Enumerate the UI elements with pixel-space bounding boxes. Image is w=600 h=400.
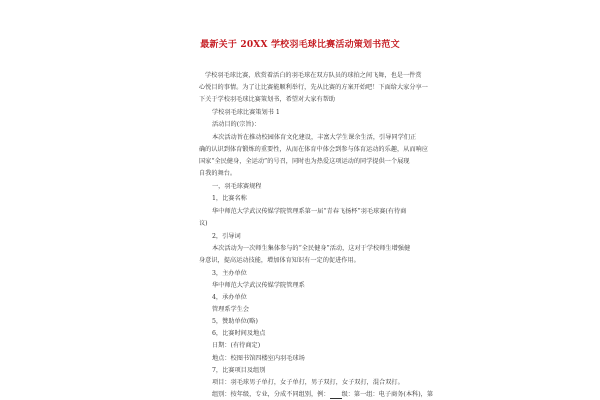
- section-heading: 学校羽毛球比赛策划书 1: [212, 109, 280, 116]
- guide-line-1: 本次活动为一次师生集体参与的“全民健身”活动，这对于学校师生增强健: [212, 245, 411, 252]
- document-title: 最新关于 20XX 学校羽毛球比赛活动策划书范文: [200, 40, 400, 50]
- host-value: 管理系学生会: [212, 306, 250, 313]
- groups-line-start: 组别：按年级，专业，分成不同组别，例：: [212, 391, 330, 398]
- competition-name-line-2: 议): [199, 220, 208, 227]
- events-heading: 7，比赛项目及组别: [212, 367, 266, 374]
- purpose-line-2: 确的认识到体育锻炼的重要性，从而在体育中体会到参与体育运动的乐趣，从而响应: [199, 146, 428, 153]
- rules-heading: 一，羽毛球赛规程: [212, 183, 262, 190]
- groups-line-end: 级：第一组：电子商务(本科)，第: [341, 391, 434, 398]
- sponsor-heading: 5，赞助单位(略): [212, 318, 258, 325]
- intro-line-3: 下关于学校羽毛球比赛策划书，希望对大家有帮助: [199, 96, 336, 103]
- guide-heading: 2，引导词: [212, 233, 241, 240]
- purpose-line-3: 国家“全民健身，全运动”的号召，同时也为热爱这项运动的同学提供一个展现: [199, 158, 410, 165]
- purpose-line-1: 本次活动旨在推动校园体育文化建设，丰富大学生课余生活，引导同学们正: [212, 134, 417, 141]
- location-line: 地点：校图书馆四楼室内羽毛球场: [212, 355, 305, 362]
- host-heading: 4，承办单位: [212, 294, 247, 301]
- purpose-line-4: 自我的舞台。: [199, 170, 237, 177]
- date-line: 日期：(有待商定): [212, 342, 261, 349]
- events-line: 项目：羽毛球男子单打，女子单打，男子双打，女子双打，混合双打。: [212, 379, 404, 386]
- intro-line-2: 心悦目的事情。为了让比赛能顺利举行，先从比赛的方案开始吧！下面给大家分享一: [199, 84, 428, 91]
- time-place-heading: 6，比赛时间及地点: [212, 330, 266, 337]
- blank-underline: [330, 391, 342, 399]
- purpose-heading: 活动目的(宗旨)：: [212, 121, 261, 128]
- groups-line: [212, 391, 433, 399]
- competition-name-line-1: 华中师范大学武汉传媒学院管理系第一届“青春飞扬杯”羽毛球赛(有待商: [212, 208, 407, 215]
- guide-line-2: 身意识，提高运动技能，增加体育知识有一定的促进作用。: [199, 257, 360, 264]
- organizer-heading: 3，主办单位: [212, 270, 247, 277]
- intro-line-1: 学校羽毛球比赛，欣赏着活白的羽毛球在双方队员的球拍之间飞舞，也是一件赏: [205, 72, 422, 79]
- competition-name-heading: 1，比赛名称: [212, 195, 247, 202]
- organizer-value: 华中师范大学武汉传媒学院管理系: [212, 282, 305, 289]
